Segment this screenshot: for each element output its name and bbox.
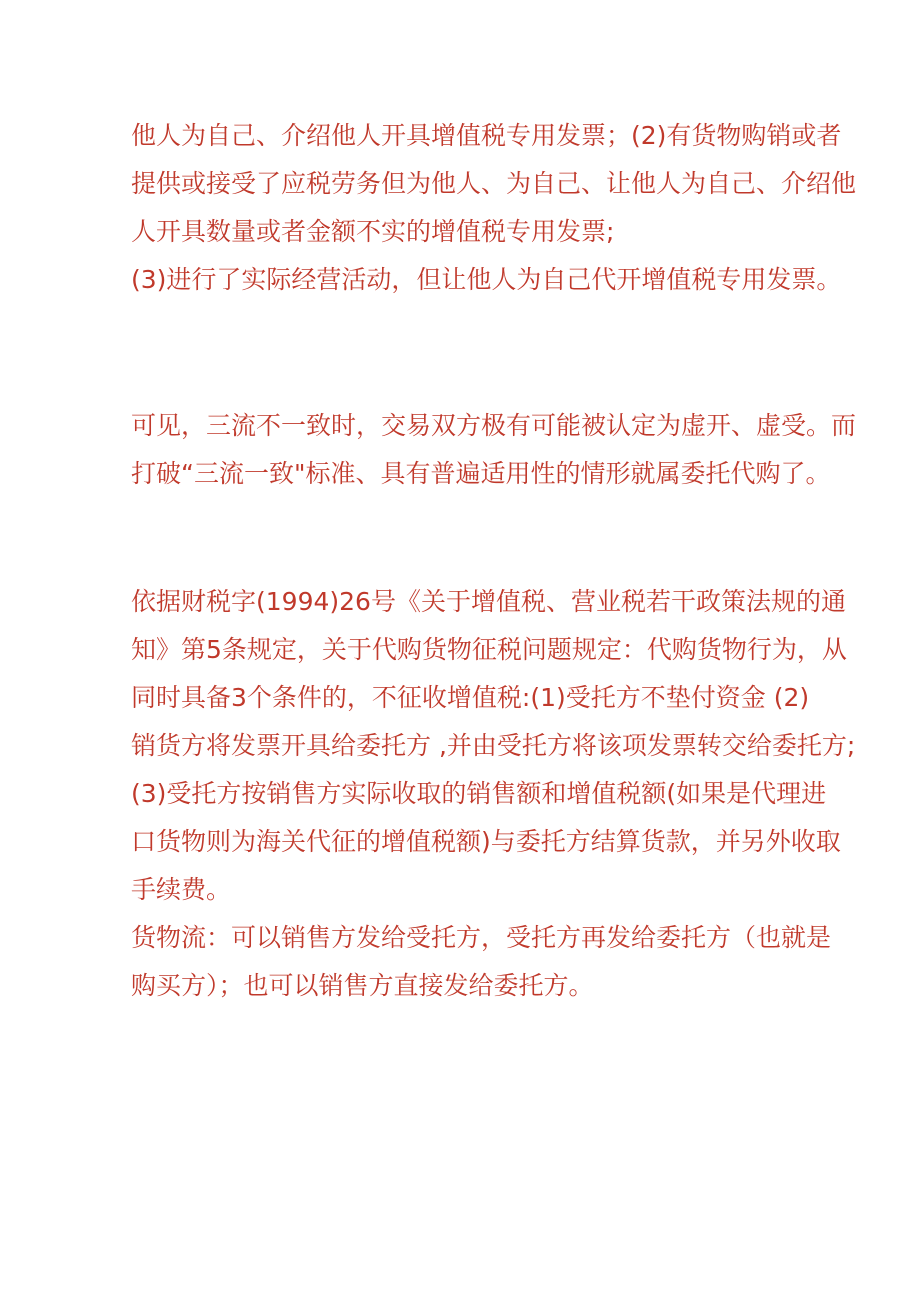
- text-line: 销货方将发票开具给委托方 ,并由受托方将该项发票转交给委托方;: [131, 731, 856, 760]
- text-line: 手续费。: [131, 875, 232, 904]
- text-line: 人开具数量或者金额不实的增值税专用发票;: [131, 217, 615, 246]
- text-line: 口货物则为海关代征的增值税额)与委托方结算货款，并另外收取: [131, 827, 841, 856]
- text-line: 货物流：可以销售方发给受托方，受托方再发给委托方（也就是: [131, 923, 832, 952]
- text-line: (3)受托方按销售方实际收取的销售额和增值税额(如果是代理进: [131, 779, 827, 808]
- text-line: 提供或接受了应税劳务但为他人、为自己、让他人为自己、介绍他: [131, 169, 857, 198]
- text-line: (3)进行了实际经营活动，但让他人为自己代开增值税专用发票。: [131, 265, 842, 294]
- text-line: 购买方）；也可以销售方直接发给委托方。: [131, 971, 594, 1000]
- paragraph-three-flows: [131, 402, 857, 498]
- paragraph-regulation: [131, 578, 856, 1010]
- text-line: 同时具备3个条件的，不征收增值税:(1)受托方不垫付资金 (2): [131, 683, 810, 712]
- text-line: 依据财税字(1994)26号《关于增值税、营业税若干政策法规的通: [131, 587, 846, 616]
- text-line: 可见，三流不一致时，交易双方极有可能被认定为虚开、虚受。而: [131, 411, 857, 440]
- text-line: 他人为自己、介绍他人开具增值税专用发票；(2)有货物购销或者: [131, 121, 842, 150]
- paragraph-invoicing-cases: [131, 112, 857, 304]
- text-line: 打破“三流一致"标准、具有普遍适用性的情形就属委托代购了。: [131, 459, 831, 488]
- text-line: 知》第5条规定，关于代购货物征税问题规定：代购货物行为，从: [131, 635, 847, 664]
